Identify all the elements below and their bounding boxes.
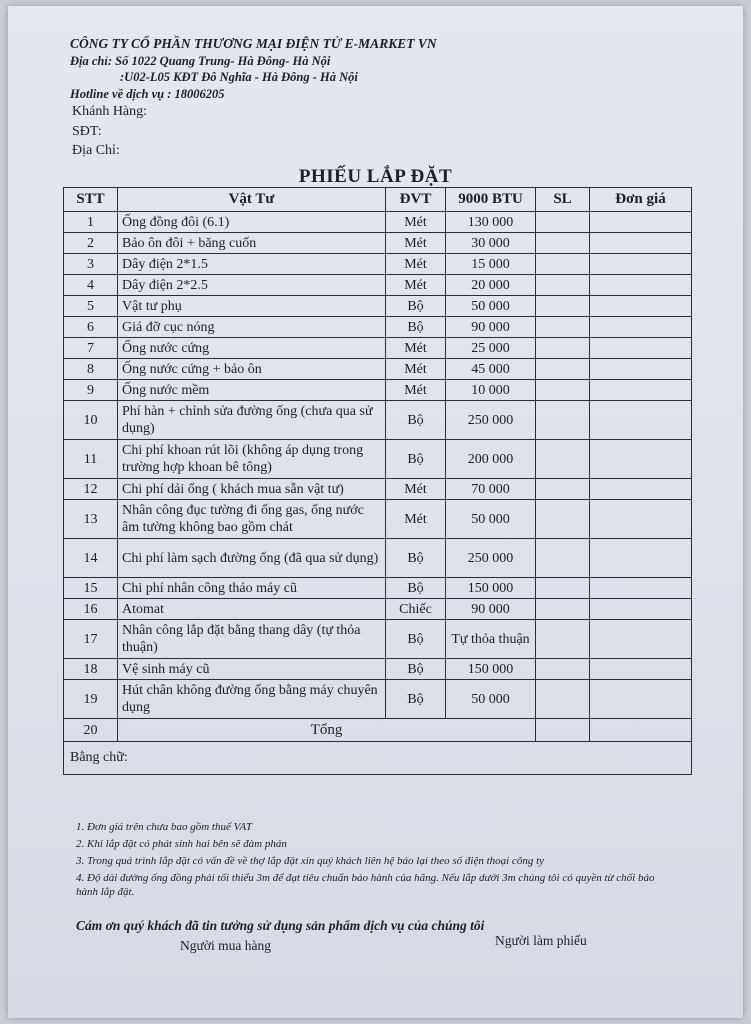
row-item-name: Nhân công đục tường đi ống gas, ống nước âm tường không bao gồm chát xyxy=(118,500,386,539)
table-row xyxy=(64,317,692,338)
row-qty xyxy=(536,254,590,275)
note-3: 3. Trong quá trình lắp đặt có vấn đề về thợ lắp đặt xin quý khách liên hệ báo lại theo số điện thoại công ty xyxy=(76,855,545,867)
row-price: 25 000 xyxy=(446,338,536,359)
row-qty xyxy=(536,479,590,500)
note-1: 1. Đơn giá trên chưa bao gồm thuế VAT xyxy=(76,821,252,833)
row-price: Tự thỏa thuận xyxy=(446,620,536,659)
row-unit-price xyxy=(590,317,692,338)
col-header-unit-price: Đơn giá xyxy=(590,188,692,212)
row-item-name: Chi phí dải ống ( khách mua sẵn vật tư) xyxy=(118,479,386,500)
row-price: 10 000 xyxy=(446,380,536,401)
row-item-name: Chi phí nhân công tháo máy cũ xyxy=(118,578,386,599)
row-unit: Mét xyxy=(386,212,446,233)
row-price: 30 000 xyxy=(446,233,536,254)
row-unit-price xyxy=(590,212,692,233)
row-qty xyxy=(536,275,590,296)
row-stt: 10 xyxy=(64,401,118,440)
note-2: 2. Khi lắp đặt có phát sinh hai bên sẽ đàm phán xyxy=(76,838,287,850)
table-row xyxy=(64,539,692,578)
row-stt: 18 xyxy=(64,659,118,680)
row-price: 250 000 xyxy=(446,539,536,578)
row-qty xyxy=(536,233,590,254)
note-4: 4. Độ dài đường ống đồng phải tối thiểu 3m để đạt tiêu chuẩn bảo hành của hãng. Nếu lắp dưới 3m chúng tôi có quyền từ chối bảo hành lắp đặt. xyxy=(76,872,655,898)
row-item-name: Chi phí khoan rút lõi (không áp dụng trong trường hợp khoan bê tông) xyxy=(118,440,386,479)
row-qty xyxy=(536,578,590,599)
row-qty xyxy=(536,680,590,719)
row-qty xyxy=(536,539,590,578)
row-unit-price xyxy=(590,233,692,254)
row-qty xyxy=(536,317,590,338)
row-unit-price xyxy=(590,359,692,380)
total-amount xyxy=(590,719,692,742)
row-item-name: Ống đồng đôi (6.1) xyxy=(118,212,386,233)
row-stt: 9 xyxy=(64,380,118,401)
table-row xyxy=(64,500,692,539)
row-unit: Bộ xyxy=(386,296,446,317)
row-stt: 12 xyxy=(64,479,118,500)
maker-signature-label: Người làm phiếu xyxy=(495,933,587,948)
row-stt: 11 xyxy=(64,440,118,479)
row-qty xyxy=(536,659,590,680)
amount-in-words-label: Bằng chữ: xyxy=(70,750,128,765)
row-unit: Bộ xyxy=(386,659,446,680)
row-price: 150 000 xyxy=(446,578,536,599)
row-qty xyxy=(536,440,590,479)
amount-in-words-box xyxy=(63,742,692,775)
row-price: 130 000 xyxy=(446,212,536,233)
row-price: 200 000 xyxy=(446,440,536,479)
total-row xyxy=(64,719,692,742)
row-unit: Chiếc xyxy=(386,599,446,620)
thank-you-message: Cám ơn quý khách đã tin tưởng sử dụng sản phẩm dịch vụ của chúng tôi xyxy=(76,918,485,933)
row-item-name: Chi phí làm sạch đường ống (đã qua sử dụng) xyxy=(118,539,386,578)
row-unit-price xyxy=(590,338,692,359)
row-unit-price xyxy=(590,440,692,479)
table-row xyxy=(64,275,692,296)
row-stt: 17 xyxy=(64,620,118,659)
row-unit: Bộ xyxy=(386,317,446,338)
row-item-name: Phí hàn + chỉnh sửa đường ống (chưa qua sử dụng) xyxy=(118,401,386,440)
row-stt: 15 xyxy=(64,578,118,599)
row-unit-price xyxy=(590,659,692,680)
row-unit: Mét xyxy=(386,479,446,500)
row-unit: Bộ xyxy=(386,680,446,719)
hotline: Hotline về dịch vụ : 18006205 xyxy=(70,87,225,101)
table-row xyxy=(64,338,692,359)
row-unit-price xyxy=(590,620,692,659)
row-qty xyxy=(536,338,590,359)
items-table xyxy=(63,187,692,742)
row-unit-price xyxy=(590,599,692,620)
row-unit-price xyxy=(590,539,692,578)
row-stt: 8 xyxy=(64,359,118,380)
row-price: 50 000 xyxy=(446,500,536,539)
total-stt: 20 xyxy=(64,719,118,742)
row-price: 15 000 xyxy=(446,254,536,275)
row-price: 50 000 xyxy=(446,296,536,317)
row-unit: Bộ xyxy=(386,539,446,578)
row-item-name: Bảo ôn đôi + băng cuốn xyxy=(118,233,386,254)
row-unit-price xyxy=(590,401,692,440)
table-row xyxy=(64,440,692,479)
buyer-signature-label: Người mua hàng xyxy=(180,938,271,953)
col-header-stt: STT xyxy=(64,188,118,212)
row-stt: 2 xyxy=(64,233,118,254)
row-qty xyxy=(536,359,590,380)
row-stt: 1 xyxy=(64,212,118,233)
table-row xyxy=(64,680,692,719)
row-qty xyxy=(536,401,590,440)
row-price: 50 000 xyxy=(446,680,536,719)
row-stt: 14 xyxy=(64,539,118,578)
row-price: 90 000 xyxy=(446,599,536,620)
row-price: 150 000 xyxy=(446,659,536,680)
table-row xyxy=(64,359,692,380)
row-unit-price xyxy=(590,296,692,317)
row-unit: Bộ xyxy=(386,401,446,440)
row-item-name: Dây điện 2*2.5 xyxy=(118,275,386,296)
row-qty xyxy=(536,212,590,233)
row-unit: Bộ xyxy=(386,620,446,659)
row-stt: 3 xyxy=(64,254,118,275)
total-label: Tổng xyxy=(118,719,536,742)
address-line-2: :U02-L05 KĐT Đô Nghĩa - Hà Đông - Hà Nội xyxy=(120,70,358,84)
row-unit: Bộ xyxy=(386,578,446,599)
paper-sheet xyxy=(8,6,743,1018)
table-row xyxy=(64,401,692,440)
row-item-name: Nhân công lắp đặt bằng thang dây (tự thỏa thuận) xyxy=(118,620,386,659)
table-row xyxy=(64,578,692,599)
customer-phone-label: SĐT: xyxy=(72,124,102,139)
table-row xyxy=(64,599,692,620)
row-unit-price xyxy=(590,380,692,401)
col-header-price: 9000 BTU xyxy=(446,188,536,212)
row-price: 20 000 xyxy=(446,275,536,296)
row-stt: 5 xyxy=(64,296,118,317)
table-row xyxy=(64,254,692,275)
table-header-row xyxy=(64,188,692,212)
row-item-name: Ống nước mềm xyxy=(118,380,386,401)
row-unit-price xyxy=(590,479,692,500)
table-row xyxy=(64,296,692,317)
table-row xyxy=(64,380,692,401)
row-item-name: Hút chân không đường ống bằng máy chuyên dụng xyxy=(118,680,386,719)
row-item-name: Dây điện 2*1.5 xyxy=(118,254,386,275)
row-stt: 19 xyxy=(64,680,118,719)
table-row xyxy=(64,233,692,254)
row-qty xyxy=(536,599,590,620)
row-qty xyxy=(536,380,590,401)
row-price: 45 000 xyxy=(446,359,536,380)
row-unit: Mét xyxy=(386,500,446,539)
row-unit: Mét xyxy=(386,338,446,359)
row-price: 90 000 xyxy=(446,317,536,338)
customer-name-label: Khánh Hàng: xyxy=(72,104,148,119)
row-stt: 6 xyxy=(64,317,118,338)
row-item-name: Ống nước cứng xyxy=(118,338,386,359)
row-qty xyxy=(536,296,590,317)
row-qty xyxy=(536,500,590,539)
row-item-name: Atomat xyxy=(118,599,386,620)
row-stt: 4 xyxy=(64,275,118,296)
document-title: PHIẾU LẮP ĐẶT xyxy=(298,166,453,187)
row-stt: 13 xyxy=(64,500,118,539)
row-unit: Mét xyxy=(386,233,446,254)
col-header-unit: ĐVT xyxy=(386,188,446,212)
table-row xyxy=(64,479,692,500)
row-price: 70 000 xyxy=(446,479,536,500)
total-qty xyxy=(536,719,590,742)
row-item-name: Ống nước cứng + bảo ôn xyxy=(118,359,386,380)
col-header-item: Vật Tư xyxy=(118,188,386,212)
row-stt: 16 xyxy=(64,599,118,620)
row-item-name: Giá đỡ cục nóng xyxy=(118,317,386,338)
col-header-qty: SL xyxy=(536,188,590,212)
row-unit-price xyxy=(590,680,692,719)
table-row xyxy=(64,212,692,233)
row-item-name: Vật tư phụ xyxy=(118,296,386,317)
row-item-name: Vệ sinh máy cũ xyxy=(118,659,386,680)
company-name: CÔNG TY CỔ PHẦN THƯƠNG MẠI ĐIỆN TỬ E-MARKET VN xyxy=(70,36,437,51)
row-unit-price xyxy=(590,254,692,275)
row-unit: Bộ xyxy=(386,440,446,479)
customer-address-label: Địa Chỉ: xyxy=(72,143,120,158)
row-qty xyxy=(536,620,590,659)
row-unit: Mét xyxy=(386,359,446,380)
row-unit: Mét xyxy=(386,254,446,275)
table-row xyxy=(64,620,692,659)
row-unit-price xyxy=(590,500,692,539)
row-unit: Mét xyxy=(386,380,446,401)
row-stt: 7 xyxy=(64,338,118,359)
row-unit: Mét xyxy=(386,275,446,296)
row-unit-price xyxy=(590,275,692,296)
row-unit-price xyxy=(590,578,692,599)
row-price: 250 000 xyxy=(446,401,536,440)
table-row xyxy=(64,659,692,680)
address-line-1: Địa chỉ: Số 1022 Quang Trung- Hà Đông- Hà Nội xyxy=(70,54,331,68)
